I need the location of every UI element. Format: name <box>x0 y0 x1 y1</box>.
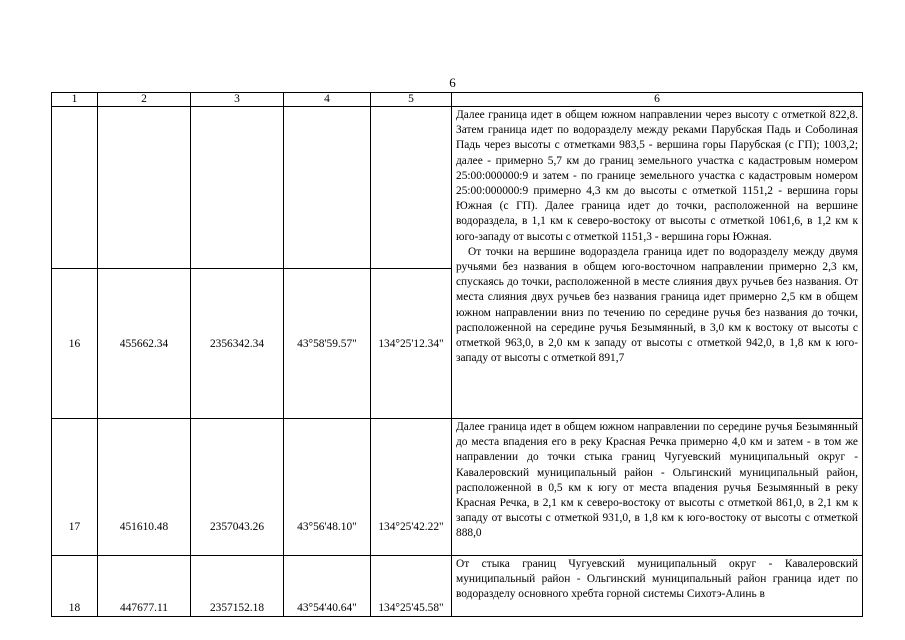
column-header: 3 <box>191 93 284 107</box>
table-row <box>52 107 863 269</box>
table-row <box>52 419 863 556</box>
latitude-cell: 43°54'40.64" <box>284 556 371 617</box>
y-coordinate-cell: 2356342.34 <box>191 269 284 419</box>
table-header-row <box>52 93 863 107</box>
column-header: 6 <box>452 93 863 107</box>
page-number: 6 <box>449 75 456 90</box>
table-row <box>52 556 863 617</box>
boundary-points-table <box>51 92 862 617</box>
description-paragraph: Далее граница идет в общем южном направлении по середине ручья Безымянный до места впадения его в реку Красная Речка примерно 4,0 км и затем - в том же направлении до точки стыка границ Чугуевский муниципальный округ - Кавалеровский муниципальный район - Ольгинский муниципальный район, расположенной в 0,5 км к югу от места впадения ручья Безымянный в реку Красная Речка, в 2,1 км к северо-востоку от высоты с отметкой 861,0, в 2,1 км к западу от высоты с отметкой 931,0, в 1,8 км к юго-востоку от высоты с отметкой 888,0 <box>456 421 858 540</box>
x-coordinate-cell: 447677.11 <box>98 556 191 617</box>
y-coordinate-cell: 2357152.18 <box>191 556 284 617</box>
description-paragraph: Далее граница идет в общем южном направлении через высоту с отметкой 822,8. Затем граница идет по водоразделу между реками Парубская Падь и Соболиная Падь через высоты с отметками 983,5 - вершина горы Парубская (с ГП); 1003,2; далее - примерно 5,7 км до границ земельного участка с кадастровым номером 25:00:000000:9 и затем - по границе земельного участка с кадастровым номером 25:00:000000:9 примерно 4,3 км до высоты с отметкой 1151,2 - вершина горы Южная (с ГП). Далее граница идет до точки, расположенной на вершине водораздела, в 1,1 км к северо-востоку от высоты с отметкой 1061,6, в 1,2 км к юго-западу от высоты с отметкой 1151,3 - вершина горы Южная. <box>456 109 858 243</box>
longitude-cell: 134°25'12.34" <box>371 269 452 419</box>
y-coordinate-cell <box>191 107 284 269</box>
latitude-cell <box>284 107 371 269</box>
point-number-cell: 18 <box>52 556 98 617</box>
x-coordinate-cell <box>98 107 191 269</box>
latitude-cell: 43°56'48.10" <box>284 419 371 556</box>
longitude-cell <box>371 107 452 269</box>
boundary-description-cell <box>452 419 863 556</box>
y-coordinate-cell: 2357043.26 <box>191 419 284 556</box>
boundary-description-cell <box>452 107 863 419</box>
latitude-cell: 43°58'59.57" <box>284 269 371 419</box>
longitude-cell: 134°25'42.22" <box>371 419 452 556</box>
column-header: 1 <box>52 93 98 107</box>
description-paragraph: От точки на вершине водораздела граница идет по водоразделу между двумя ручьями без названия в общем юго-восточном направлении примерно 2,3 км, спускаясь до точки, расположенной в месте слияния двух ручьев без названия. От места слияния двух ручьев без названия граница идет примерно 2,5 км в общем южном направлении вниз по течению по середине ручья без названия до точки, расположенной на середине ручья Безымянный, в 3,0 км к востоку от высоты с отметкой 963,0, в 2,0 км к западу от высоты с отметкой 942,0, в 1,8 км к юго-западу от высоты с отметкой 891,7 <box>456 245 858 365</box>
point-number-cell: 17 <box>52 419 98 556</box>
point-number-cell: 16 <box>52 269 98 419</box>
x-coordinate-cell: 451610.48 <box>98 419 191 556</box>
boundary-description-cell <box>452 556 863 617</box>
point-number-cell <box>52 107 98 269</box>
column-header: 5 <box>371 93 452 107</box>
longitude-cell: 134°25'45.58" <box>371 556 452 617</box>
column-header: 4 <box>284 93 371 107</box>
x-coordinate-cell: 455662.34 <box>98 269 191 419</box>
description-paragraph: От стыка границ Чугуевский муниципальный округ - Кавалеровский муниципальный район - Ольгинский муниципальный район граница идет по водоразделу основного хребта горной системы Сихотэ-Алинь в <box>456 558 858 601</box>
column-header: 2 <box>98 93 191 107</box>
